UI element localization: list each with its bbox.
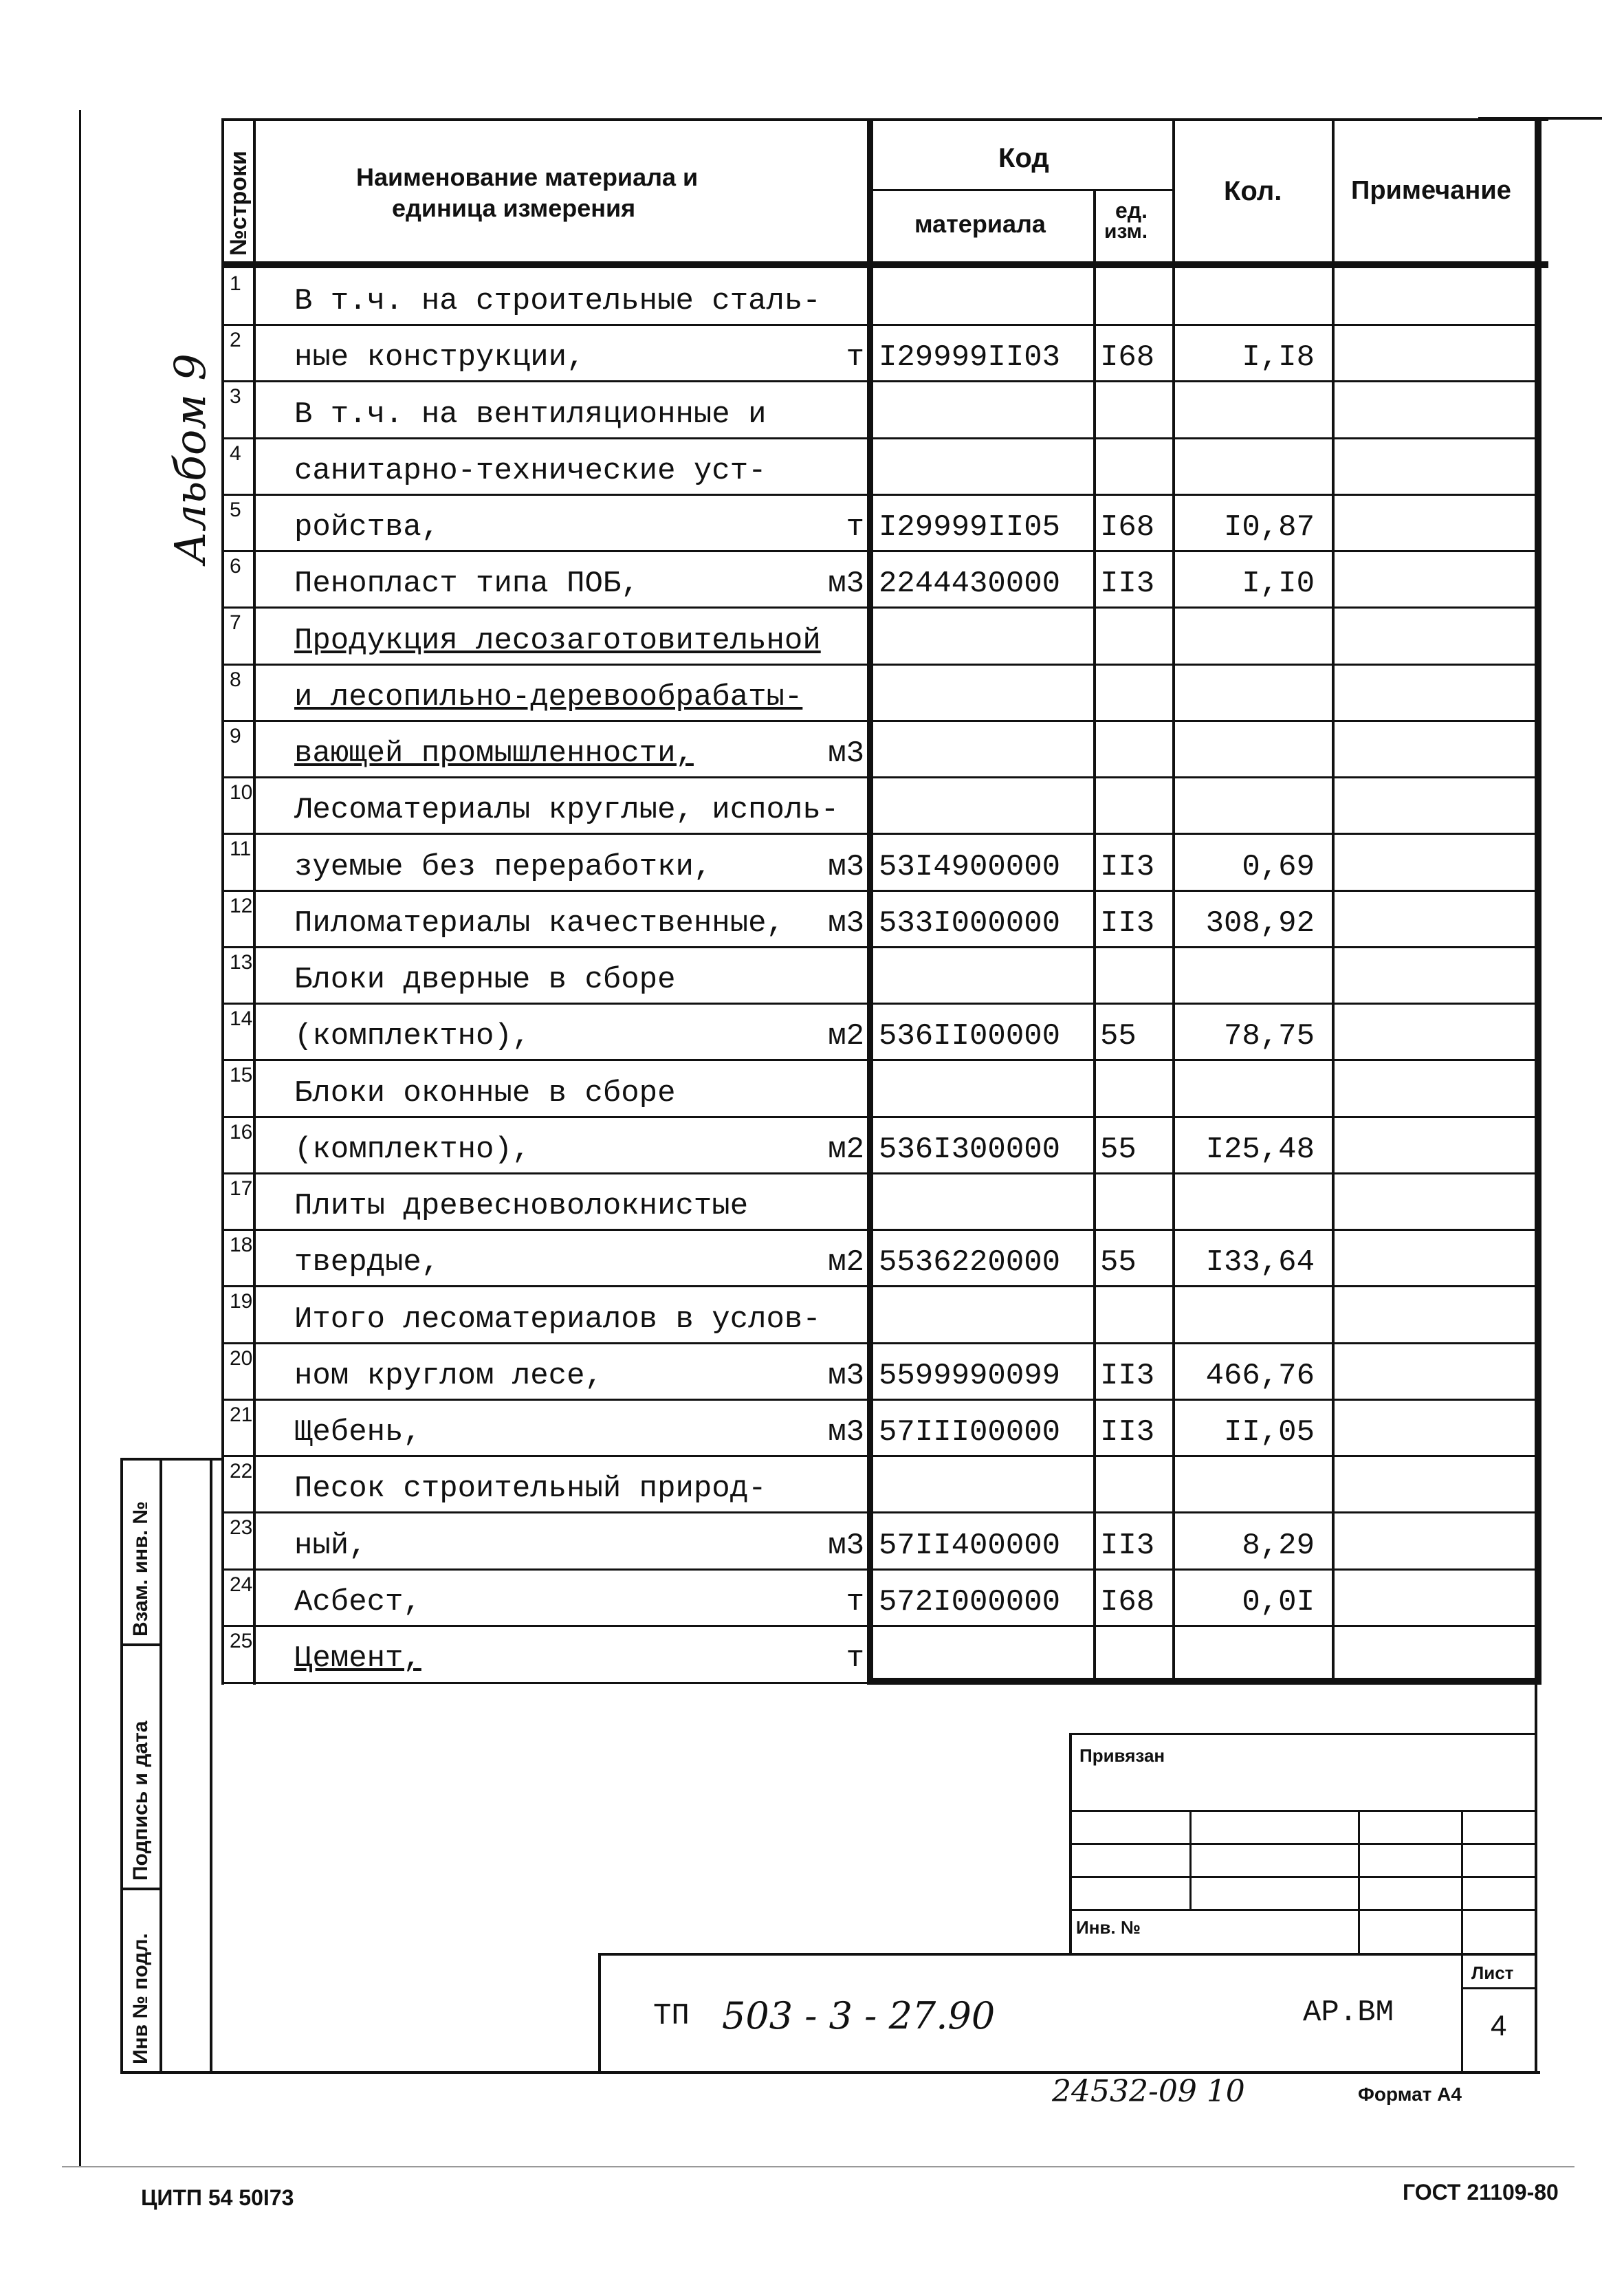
material-code: 57II400000 <box>879 1528 1061 1563</box>
format-label: Формат А4 <box>1358 2084 1462 2105</box>
row-number: 20 <box>230 1346 253 1370</box>
material-unit: м3 <box>828 849 864 884</box>
header-unit-line1: ед. <box>1115 198 1148 223</box>
sheet-left <box>1461 1953 1463 2073</box>
stamp-inv-no: Инв. № <box>1076 1917 1141 1938</box>
table-bottom <box>867 1678 1541 1685</box>
row-number: 19 <box>230 1290 253 1313</box>
material-name: В т.ч. на строительные сталь- <box>294 284 821 319</box>
quantity: II,05 <box>1223 1415 1315 1450</box>
measure-code: II3 <box>1100 849 1155 884</box>
col-line-note <box>1332 118 1335 1685</box>
material-unit: м2 <box>828 1245 864 1280</box>
margin-right <box>210 1458 212 2073</box>
row-divider <box>221 833 1538 835</box>
material-name: Щебень, <box>294 1415 421 1450</box>
row-number: 15 <box>230 1064 253 1087</box>
stamp-top <box>1069 1733 1537 1735</box>
stamp-right <box>1535 1685 1537 2073</box>
stamp-col-2 <box>1358 1810 1360 1954</box>
row-divider <box>221 1568 1538 1571</box>
material-name: (комплектно), <box>294 1019 531 1054</box>
stamp-col-3 <box>1461 1810 1463 1954</box>
header-name-line1: Наименование материала и <box>356 163 699 191</box>
material-code: 5536220000 <box>879 1245 1061 1280</box>
measure-code: 55 <box>1100 1132 1137 1167</box>
measure-code: II3 <box>1100 1528 1155 1563</box>
row-divider <box>221 1625 1538 1627</box>
quantity: 0,0I <box>1242 1584 1315 1619</box>
measure-code: 55 <box>1100 1019 1137 1054</box>
quantity: 308,92 <box>1205 906 1315 941</box>
row-number: 21 <box>230 1403 253 1426</box>
row-number: 11 <box>230 838 252 861</box>
row-number: 1 <box>230 272 241 295</box>
org-label: ЦИТП 54 50I73 <box>141 2185 294 2210</box>
margin-inv-label: Инв № подл. <box>129 1933 152 2064</box>
measure-code: II3 <box>1100 567 1155 602</box>
material-name: зуемые без переработки, <box>294 849 712 884</box>
quantity: 8,29 <box>1242 1528 1315 1563</box>
material-name: ный, <box>294 1528 367 1563</box>
material-unit: м3 <box>828 1415 864 1450</box>
row-number: 6 <box>230 555 241 578</box>
sheet-number: 4 <box>1491 2009 1507 2042</box>
col-line-right <box>1535 118 1541 1685</box>
margin-podpis-label: Подпись и дата <box>129 1720 152 1881</box>
title-left <box>598 1953 601 2073</box>
measure-code: 55 <box>1100 1245 1137 1280</box>
row-number: 12 <box>230 894 253 917</box>
measure-code: II3 <box>1100 1358 1155 1393</box>
material-name: санитарно-технические уст- <box>294 453 767 488</box>
row-divider <box>221 776 1538 778</box>
col-line-code <box>867 118 873 1685</box>
row-divider <box>221 606 1538 609</box>
material-name: твердые, <box>294 1245 440 1280</box>
row-number: 7 <box>230 611 241 635</box>
margin-div-1 <box>120 1643 162 1646</box>
header-qty: Кол. <box>1224 176 1282 206</box>
material-name: Итого лесоматериалов в услов- <box>294 1302 821 1337</box>
material-name: вающей промышленности, <box>294 736 694 772</box>
quantity: I25,48 <box>1205 1132 1315 1167</box>
row-number: 23 <box>230 1516 253 1540</box>
material-name: Асбест, <box>294 1584 421 1619</box>
row-number: 18 <box>230 1234 253 1257</box>
material-name: ройства, <box>294 510 440 545</box>
material-name: Пенопласт типа ПОБ, <box>294 567 639 602</box>
row-number: 4 <box>230 441 241 465</box>
material-code: 57III00000 <box>879 1415 1061 1450</box>
row-number: 8 <box>230 668 241 691</box>
header-name-line2: единица измерения <box>392 194 636 222</box>
margin-line-outer <box>120 1458 123 2073</box>
material-unit: т <box>846 1584 864 1619</box>
col-line-measure <box>1093 189 1096 1685</box>
material-unit: м3 <box>828 906 864 941</box>
material-code: 2244430000 <box>879 567 1061 602</box>
measure-code: I68 <box>1100 340 1155 375</box>
doc-code: АР.ВМ <box>1303 1996 1394 2030</box>
code-divider <box>868 189 1174 191</box>
stamp-line-2 <box>1069 1843 1537 1845</box>
quantity: 466,76 <box>1205 1358 1315 1393</box>
row-divider <box>221 664 1538 666</box>
row-divider <box>221 1511 1538 1513</box>
sheet-divider <box>1461 1987 1537 1989</box>
material-name: ные конструкции, <box>294 340 585 375</box>
material-name: (комплектно), <box>294 1132 531 1167</box>
measure-code: II3 <box>1100 1415 1155 1450</box>
margin-top <box>120 1458 223 1461</box>
row-divider <box>221 720 1538 722</box>
material-code: 533I000000 <box>879 906 1061 941</box>
material-unit: м3 <box>828 1358 864 1393</box>
album-note: Альбом 9 <box>165 353 215 564</box>
stamp-privyazan: Привязан <box>1079 1745 1165 1766</box>
measure-code: II3 <box>1100 906 1155 941</box>
material-name: Песок строительный природ- <box>294 1472 767 1507</box>
quantity: I33,64 <box>1205 1245 1315 1280</box>
material-unit: м2 <box>828 1132 864 1167</box>
quantity: 0,69 <box>1242 849 1315 884</box>
row-divider <box>221 1003 1538 1005</box>
binding-line <box>79 110 81 2166</box>
material-name: Пиломатериалы качественные, <box>294 906 784 941</box>
material-name: Блоки дверные в сборе <box>294 963 676 998</box>
material-code: 536I300000 <box>879 1132 1061 1167</box>
quantity: I,I8 <box>1242 340 1315 375</box>
margin-div-2 <box>120 1888 162 1890</box>
gost-label: ГОСТ 21109-80 <box>1403 2180 1559 2205</box>
header-unit-line2: изм. <box>1104 220 1148 243</box>
material-code: 572I000000 <box>879 1584 1061 1619</box>
row-divider <box>221 437 1538 439</box>
material-unit: т <box>846 510 864 545</box>
stamp-col-1 <box>1189 1810 1192 1910</box>
header-material: материала <box>914 210 1046 238</box>
material-unit: м2 <box>828 1019 864 1054</box>
header-note: Примечание <box>1351 176 1511 205</box>
row-divider <box>221 1059 1538 1061</box>
material-name: Плиты древесноволокнистые <box>294 1189 749 1224</box>
header-bottom <box>221 261 1548 268</box>
handwritten-number: 24532-09 10 <box>1052 2074 1245 2109</box>
material-code: I29999II05 <box>879 510 1061 545</box>
row-divider <box>221 1172 1538 1174</box>
row-divider <box>221 946 1538 948</box>
material-name: Лесоматериалы круглые, исполь- <box>294 793 840 828</box>
stamp-line-1 <box>1069 1810 1537 1812</box>
doc-number: 503 - 3 - 27.90 <box>722 1994 996 2037</box>
material-unit: м3 <box>828 1528 864 1563</box>
header-code: Код <box>998 143 1049 173</box>
row-number: 22 <box>230 1460 253 1483</box>
stamp-line-4 <box>1069 1909 1537 1911</box>
row-divider <box>221 1229 1538 1231</box>
material-name: Цемент, <box>294 1641 421 1676</box>
table-top-border <box>221 118 1548 121</box>
bottom-rule <box>62 2166 1574 2167</box>
material-code: 536II00000 <box>879 1019 1061 1054</box>
row-divider <box>221 1399 1538 1401</box>
material-code: 53I4900000 <box>879 849 1061 884</box>
row-divider <box>221 1116 1538 1118</box>
title-top <box>598 1953 1537 1956</box>
measure-code: I68 <box>1100 510 1155 545</box>
measure-code: I68 <box>1100 1584 1155 1619</box>
row-divider <box>221 380 1538 382</box>
col-line-name <box>253 118 256 1685</box>
row-number: 9 <box>230 724 241 747</box>
material-name: и лесопильно-деревообрабаты- <box>294 679 803 714</box>
material-unit: м3 <box>828 567 864 602</box>
material-name: Блоки оконные в сборе <box>294 1075 676 1111</box>
material-unit: т <box>846 1641 864 1676</box>
doc-prefix: ТП <box>653 1999 690 2033</box>
stamp-line-3 <box>1069 1876 1537 1878</box>
sheet-label: Лист <box>1471 1963 1514 1983</box>
margin-line-inner <box>160 1458 162 2073</box>
row-number: 5 <box>230 498 241 521</box>
row-number: 17 <box>230 1177 253 1200</box>
row-number: 14 <box>230 1007 253 1031</box>
row-number: 10 <box>230 781 253 805</box>
row-divider <box>221 494 1538 496</box>
row-number: 2 <box>230 329 241 352</box>
quantity: I0,87 <box>1223 510 1315 545</box>
row-number: 25 <box>230 1629 253 1652</box>
material-unit: м3 <box>828 736 864 772</box>
header-rownum: №строки <box>226 151 252 256</box>
row-number: 13 <box>230 950 253 974</box>
margin-vzam-label: Взам. инв. № <box>129 1501 152 1637</box>
row-divider <box>221 324 1538 326</box>
row-number: 3 <box>230 385 241 408</box>
row-divider <box>221 1285 1538 1287</box>
row-number: 24 <box>230 1573 253 1596</box>
row-divider <box>221 1455 1538 1457</box>
material-code: I29999II03 <box>879 340 1061 375</box>
material-name: Продукция лесозаготовительной <box>294 623 821 658</box>
quantity: 78,75 <box>1223 1019 1315 1054</box>
row-number: 16 <box>230 1120 253 1144</box>
material-name: ном круглом лесе, <box>294 1358 603 1393</box>
col-line-rownum-left <box>221 118 224 1685</box>
row-divider <box>221 890 1538 892</box>
table-bottom-left <box>221 1682 871 1684</box>
row-divider <box>221 550 1538 552</box>
material-code: 5599990099 <box>879 1358 1061 1393</box>
margin-bottom <box>120 2071 1540 2074</box>
material-name: В т.ч. на вентиляционные и <box>294 397 767 432</box>
quantity: I,I0 <box>1242 567 1315 602</box>
row-divider <box>221 1342 1538 1344</box>
col-line-qty <box>1172 118 1175 1685</box>
material-unit: т <box>846 340 864 375</box>
